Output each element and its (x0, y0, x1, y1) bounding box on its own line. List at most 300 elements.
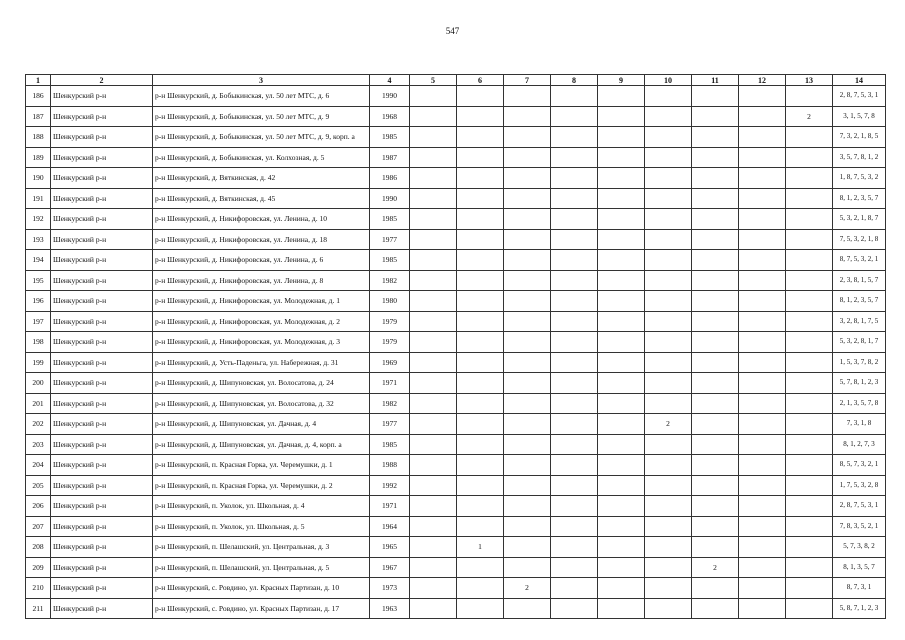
table-cell (692, 414, 739, 435)
table-cell: 3, 5, 7, 8, 1, 2 (833, 147, 886, 168)
table-cell: Шенкурский р-н (51, 127, 153, 148)
table-cell: 2 (692, 557, 739, 578)
table-cell (410, 434, 457, 455)
table-cell (410, 229, 457, 250)
table-cell: 1985 (370, 250, 410, 271)
table-cell (645, 250, 692, 271)
table-cell (739, 168, 786, 189)
table-cell (739, 496, 786, 517)
table-cell (739, 209, 786, 230)
table-cell: 1977 (370, 229, 410, 250)
table-cell (598, 127, 645, 148)
table-cell (692, 250, 739, 271)
table-cell (598, 332, 645, 353)
table-cell (410, 578, 457, 599)
table-cell (598, 434, 645, 455)
table-cell: 5, 3, 2, 8, 1, 7 (833, 332, 886, 353)
table-cell: Шенкурский р-н (51, 598, 153, 619)
table-cell: 2 (786, 106, 833, 127)
table-cell: 1985 (370, 209, 410, 230)
table-cell: р-н Шенкурский, д. Никифоровская, ул. Молодежная, д. 2 (153, 311, 370, 332)
table-cell (457, 557, 504, 578)
table-cell (457, 229, 504, 250)
table-cell: р-н Шенкурский, п. Уколок, ул. Школьная, д. 5 (153, 516, 370, 537)
table-cell: 201 (26, 393, 51, 414)
table-cell: р-н Шенкурский, с. Ровдино, ул. Красных Партизан, д. 17 (153, 598, 370, 619)
table-cell (410, 147, 457, 168)
table-cell (739, 250, 786, 271)
table-cell (551, 434, 598, 455)
table-cell: 1965 (370, 537, 410, 558)
table-cell (645, 434, 692, 455)
table-cell (504, 598, 551, 619)
table-cell (410, 127, 457, 148)
table-cell (786, 557, 833, 578)
table-cell (551, 147, 598, 168)
table-cell: р-н Шенкурский, д. Шипуновская, ул. Волосатова, д. 24 (153, 373, 370, 394)
column-header-6: 6 (457, 75, 504, 86)
table-cell (645, 332, 692, 353)
table-cell (410, 209, 457, 230)
table-cell (410, 250, 457, 271)
table-cell (551, 250, 598, 271)
column-header-7: 7 (504, 75, 551, 86)
table-cell: 1982 (370, 393, 410, 414)
table-cell (645, 598, 692, 619)
table-cell (692, 475, 739, 496)
table-cell (786, 578, 833, 599)
table-cell (457, 106, 504, 127)
table-cell (739, 229, 786, 250)
table-cell (551, 352, 598, 373)
table-cell: 8, 1, 2, 7, 3 (833, 434, 886, 455)
table-cell (457, 250, 504, 271)
table-cell: р-н Шенкурский, п. Шелашский, ул. Центральная, д. 5 (153, 557, 370, 578)
table-cell: 1967 (370, 557, 410, 578)
table-cell: 1971 (370, 496, 410, 517)
column-header-1: 1 (26, 75, 51, 86)
table-cell: Шенкурский р-н (51, 168, 153, 189)
table-cell (410, 393, 457, 414)
table-cell: 1980 (370, 291, 410, 312)
table-cell (786, 127, 833, 148)
table-cell (551, 332, 598, 353)
table-cell: 1982 (370, 270, 410, 291)
page-number: 547 (445, 26, 460, 36)
table-cell: 1, 8, 7, 5, 3, 2 (833, 168, 886, 189)
table-cell: р-н Шенкурский, д. Бобыкинская, ул. 50 лет МТС, д. 9, корп. а (153, 127, 370, 148)
table-cell (504, 188, 551, 209)
table-cell (739, 332, 786, 353)
column-header-11: 11 (692, 75, 739, 86)
table-row (26, 598, 886, 619)
table-cell: р-н Шенкурский, д. Вяткинская, д. 42 (153, 168, 370, 189)
table-cell (739, 557, 786, 578)
table-cell (645, 188, 692, 209)
table-cell (645, 475, 692, 496)
table-cell (410, 373, 457, 394)
table-cell: 1964 (370, 516, 410, 537)
table-cell (410, 557, 457, 578)
table-cell (504, 209, 551, 230)
table-cell (645, 311, 692, 332)
table-cell (692, 496, 739, 517)
table-cell: р-н Шенкурский, д. Шипуновская, ул. Волосатова, д. 32 (153, 393, 370, 414)
table-cell (692, 229, 739, 250)
table-cell (786, 414, 833, 435)
table-cell: 3, 2, 8, 1, 7, 5 (833, 311, 886, 332)
data-table (25, 74, 886, 619)
table-cell (551, 455, 598, 476)
table-cell (692, 168, 739, 189)
table-cell (457, 209, 504, 230)
table-cell: р-н Шенкурский, д. Никифоровская, ул. Молодежная, д. 3 (153, 332, 370, 353)
table-cell (551, 516, 598, 537)
table-row (26, 270, 886, 291)
column-header-9: 9 (598, 75, 645, 86)
table-cell: 199 (26, 352, 51, 373)
table-cell (692, 270, 739, 291)
table-cell: р-н Шенкурский, п. Красная Горка, ул. Черемушки, д. 2 (153, 475, 370, 496)
table-cell (551, 270, 598, 291)
table-cell (504, 434, 551, 455)
table-cell (598, 393, 645, 414)
table-cell (786, 250, 833, 271)
table-cell (786, 168, 833, 189)
table-cell: р-н Шенкурский, д. Усть-Паденьга, ул. Набережная, д. 31 (153, 352, 370, 373)
column-header-3: 3 (153, 75, 370, 86)
table-cell: р-н Шенкурский, д. Шипуновская, ул. Дачная, д. 4 (153, 414, 370, 435)
table-cell (645, 557, 692, 578)
table-cell (457, 496, 504, 517)
table-cell (739, 537, 786, 558)
table-cell: Шенкурский р-н (51, 496, 153, 517)
table-cell: 1, 5, 3, 7, 8, 2 (833, 352, 886, 373)
table-cell (504, 557, 551, 578)
table-cell: 1985 (370, 127, 410, 148)
table-row (26, 352, 886, 373)
table-cell (598, 578, 645, 599)
table-row (26, 578, 886, 599)
table-cell (457, 598, 504, 619)
table-cell (692, 516, 739, 537)
table-cell (786, 455, 833, 476)
table-cell: 206 (26, 496, 51, 517)
table-cell (598, 270, 645, 291)
table-cell (786, 496, 833, 517)
table-cell: 7, 5, 3, 2, 1, 8 (833, 229, 886, 250)
table-cell (739, 188, 786, 209)
table-cell (410, 291, 457, 312)
table-row (26, 332, 886, 353)
table-cell (457, 578, 504, 599)
table-cell (598, 311, 645, 332)
table-cell: 205 (26, 475, 51, 496)
table-cell (504, 127, 551, 148)
table-cell: 5, 7, 8, 1, 2, 3 (833, 373, 886, 394)
table-cell (457, 291, 504, 312)
table-cell: 7, 3, 2, 1, 8, 5 (833, 127, 886, 148)
table-cell (692, 332, 739, 353)
table-cell (457, 332, 504, 353)
table-cell: Шенкурский р-н (51, 352, 153, 373)
table-cell (551, 127, 598, 148)
table-row (26, 393, 886, 414)
table-cell (598, 496, 645, 517)
table-cell: 1985 (370, 434, 410, 455)
table-cell (457, 373, 504, 394)
column-header-5: 5 (410, 75, 457, 86)
table-cell: р-н Шенкурский, п. Уколок, ул. Школьная, д. 4 (153, 496, 370, 517)
table-cell: 3, 1, 5, 7, 8 (833, 106, 886, 127)
table-cell: Шенкурский р-н (51, 537, 153, 558)
table-cell (739, 106, 786, 127)
table-row (26, 434, 886, 455)
table-cell (504, 270, 551, 291)
table-cell (786, 311, 833, 332)
table-cell: 200 (26, 373, 51, 394)
table-cell (504, 106, 551, 127)
table-cell: 2, 8, 7, 5, 3, 1 (833, 86, 886, 107)
column-header-10: 10 (645, 75, 692, 86)
table-cell: Шенкурский р-н (51, 414, 153, 435)
table-cell: 5, 8, 7, 1, 2, 3 (833, 598, 886, 619)
table-row (26, 455, 886, 476)
table-cell: Шенкурский р-н (51, 291, 153, 312)
table-cell: Шенкурский р-н (51, 250, 153, 271)
table-cell: Шенкурский р-н (51, 516, 153, 537)
table-row (26, 250, 886, 271)
table-cell (598, 557, 645, 578)
table-cell: Шенкурский р-н (51, 270, 153, 291)
table-cell (504, 332, 551, 353)
table-cell (786, 332, 833, 353)
table-cell (692, 434, 739, 455)
table-cell (786, 352, 833, 373)
table-cell: 8, 1, 2, 3, 5, 7 (833, 291, 886, 312)
table-row (26, 537, 886, 558)
table-cell: 5, 7, 3, 8, 2 (833, 537, 886, 558)
table-cell (645, 496, 692, 517)
table-cell (692, 188, 739, 209)
table-cell: р-н Шенкурский, д. Никифоровская, ул. Молодежная, д. 1 (153, 291, 370, 312)
table-cell (551, 578, 598, 599)
table-cell (410, 188, 457, 209)
table-cell (410, 270, 457, 291)
table-cell: 194 (26, 250, 51, 271)
table-cell (551, 373, 598, 394)
table-cell: р-н Шенкурский, д. Никифоровская, ул. Ленина, д. 18 (153, 229, 370, 250)
table-cell (504, 496, 551, 517)
table-cell (692, 537, 739, 558)
table-cell (504, 352, 551, 373)
table-cell: р-н Шенкурский, д. Никифоровская, ул. Ленина, д. 6 (153, 250, 370, 271)
table-cell: 189 (26, 147, 51, 168)
table-cell: 2, 3, 8, 1, 5, 7 (833, 270, 886, 291)
table-cell (739, 455, 786, 476)
table-cell (410, 106, 457, 127)
table-cell (504, 311, 551, 332)
table-cell: Шенкурский р-н (51, 434, 153, 455)
table-cell (645, 352, 692, 373)
table-cell (551, 537, 598, 558)
table-cell (739, 311, 786, 332)
table-cell (457, 188, 504, 209)
table-row (26, 291, 886, 312)
table-cell: 210 (26, 578, 51, 599)
table-cell (410, 414, 457, 435)
table-cell (551, 475, 598, 496)
table-cell (692, 127, 739, 148)
table-cell (645, 373, 692, 394)
table-cell: 8, 1, 3, 5, 7 (833, 557, 886, 578)
table-row (26, 168, 886, 189)
table-cell: р-н Шенкурский, п. Красная Горка, ул. Черемушки, д. 1 (153, 455, 370, 476)
table-cell (692, 86, 739, 107)
table-cell (645, 393, 692, 414)
table-cell: Шенкурский р-н (51, 393, 153, 414)
table-cell: 192 (26, 209, 51, 230)
table-cell (739, 291, 786, 312)
table-cell: 1979 (370, 311, 410, 332)
table-cell (598, 598, 645, 619)
table-cell (739, 352, 786, 373)
table-cell (786, 598, 833, 619)
table-cell (739, 578, 786, 599)
table-cell (504, 516, 551, 537)
table-cell (410, 352, 457, 373)
table-cell (551, 168, 598, 189)
table-cell (410, 168, 457, 189)
table-cell (645, 455, 692, 476)
table-cell (504, 168, 551, 189)
table-cell: р-н Шенкурский, д. Бобыкинская, ул. 50 лет МТС, д. 9 (153, 106, 370, 127)
table-cell: 1977 (370, 414, 410, 435)
table-cell: 1979 (370, 332, 410, 353)
table-cell (692, 209, 739, 230)
table-row (26, 188, 886, 209)
table-cell: 209 (26, 557, 51, 578)
table-cell: 1987 (370, 147, 410, 168)
table-cell (739, 434, 786, 455)
header-row (26, 75, 886, 86)
table-cell (410, 598, 457, 619)
table-row (26, 373, 886, 394)
table-cell: р-н Шенкурский, д. Бобыкинская, ул. 50 лет МТС, д. 6 (153, 86, 370, 107)
table-cell: 7, 8, 3, 5, 2, 1 (833, 516, 886, 537)
table-cell (457, 393, 504, 414)
table-cell: 1990 (370, 86, 410, 107)
table-cell (645, 537, 692, 558)
table-cell (692, 455, 739, 476)
table-cell (410, 332, 457, 353)
table-cell (692, 147, 739, 168)
table-cell (786, 373, 833, 394)
table-cell (739, 393, 786, 414)
table-cell (739, 147, 786, 168)
table-cell: 202 (26, 414, 51, 435)
table-cell (739, 598, 786, 619)
table-cell (645, 147, 692, 168)
table-row (26, 229, 886, 250)
table-cell (692, 352, 739, 373)
table-cell: Шенкурский р-н (51, 311, 153, 332)
table-cell (739, 475, 786, 496)
table-cell (410, 496, 457, 517)
table-cell (457, 352, 504, 373)
table-cell (786, 475, 833, 496)
column-header-13: 13 (786, 75, 833, 86)
table-cell: р-н Шенкурский, п. Шелашский, ул. Центральная, д. 3 (153, 537, 370, 558)
table-cell (645, 291, 692, 312)
table-cell (551, 598, 598, 619)
table-cell: 2, 1, 3, 5, 7, 8 (833, 393, 886, 414)
table-cell: 1988 (370, 455, 410, 476)
table-row (26, 127, 886, 148)
table-cell (645, 209, 692, 230)
table-cell (504, 414, 551, 435)
table-cell: р-н Шенкурский, д. Никифоровская, ул. Ленина, д. 8 (153, 270, 370, 291)
table-row (26, 86, 886, 107)
table-cell (504, 393, 551, 414)
table-cell (786, 147, 833, 168)
table-cell: 1990 (370, 188, 410, 209)
column-header-4: 4 (370, 75, 410, 86)
table-cell (739, 516, 786, 537)
table-cell: Шенкурский р-н (51, 147, 153, 168)
table-cell (598, 291, 645, 312)
table-cell: 1963 (370, 598, 410, 619)
table-cell: Шенкурский р-н (51, 475, 153, 496)
table-row (26, 106, 886, 127)
table-cell: 8, 1, 2, 3, 5, 7 (833, 188, 886, 209)
table-row (26, 414, 886, 435)
table-cell (692, 106, 739, 127)
table-cell (457, 434, 504, 455)
table-row (26, 475, 886, 496)
table-cell (786, 516, 833, 537)
table-cell (645, 578, 692, 599)
table-cell (457, 516, 504, 537)
table-cell (551, 557, 598, 578)
table-cell (786, 537, 833, 558)
table-cell: 1969 (370, 352, 410, 373)
table-cell (457, 455, 504, 476)
table-cell: 188 (26, 127, 51, 148)
table-cell: р-н Шенкурский, д. Шипуновская, ул. Дачная, д. 4, корп. а (153, 434, 370, 455)
table-cell (598, 106, 645, 127)
table-cell (598, 168, 645, 189)
column-header-8: 8 (551, 75, 598, 86)
table-cell: 1973 (370, 578, 410, 599)
table-cell (410, 455, 457, 476)
table-cell (598, 86, 645, 107)
table-cell (692, 598, 739, 619)
table-cell: 193 (26, 229, 51, 250)
table-cell (598, 209, 645, 230)
table-cell (692, 311, 739, 332)
table-cell: 1, 7, 5, 3, 2, 8 (833, 475, 886, 496)
table-cell (504, 147, 551, 168)
table-row (26, 311, 886, 332)
column-header-2: 2 (51, 75, 153, 86)
table-cell: Шенкурский р-н (51, 188, 153, 209)
table-cell (598, 188, 645, 209)
table-cell (551, 188, 598, 209)
table-cell: 2 (645, 414, 692, 435)
table-cell (786, 229, 833, 250)
table-cell (739, 270, 786, 291)
